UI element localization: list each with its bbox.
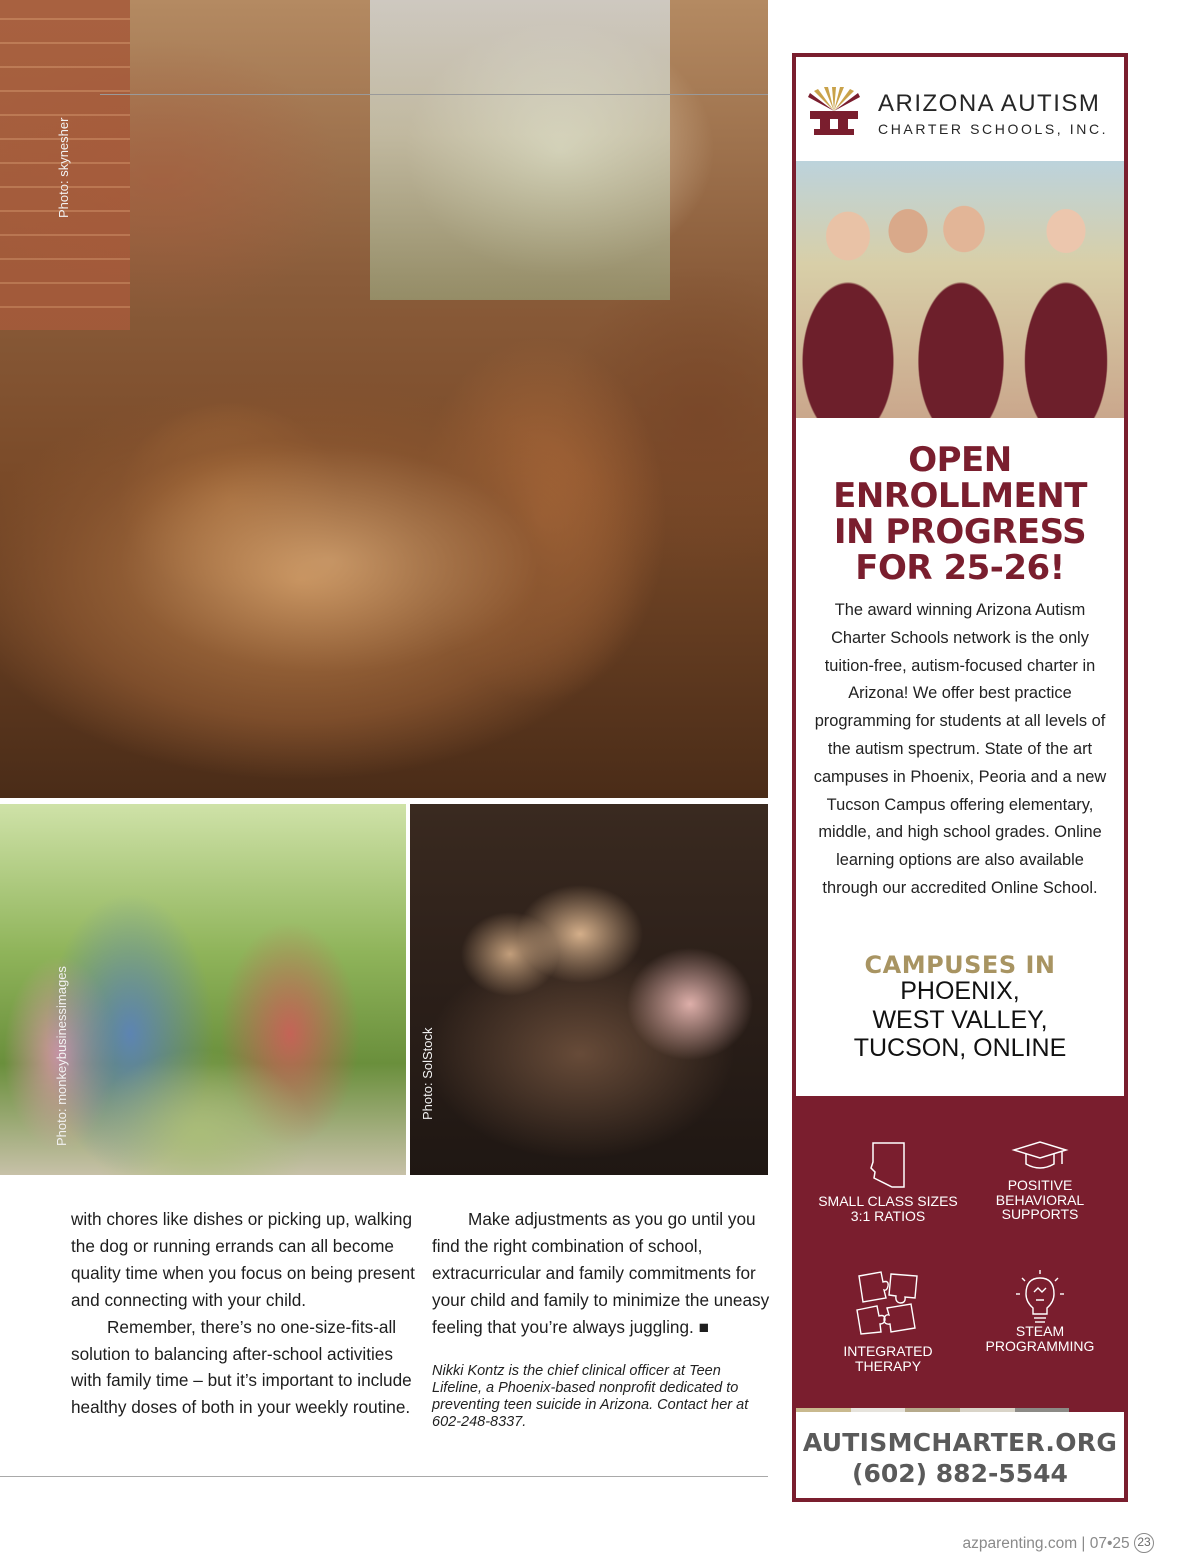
feature-label: INTEGRATED — [843, 1343, 933, 1359]
feature-behavioral — [966, 1140, 1114, 1222]
article-paragraph: with chores like dishes or picking up, walking the dog or running errands can all become quality time when you focus on being present and connecting with your child. — [71, 1209, 415, 1310]
arizona-map-icon — [868, 1140, 908, 1190]
author-bio: Nikki Kontz is the chief clinical officer at Teen Lifeline, a Phoenix-based nonprofit dedicated to preventing teen suicide in Arizona. Contact her at 602-248-8337. — [432, 1363, 749, 1430]
students-photo — [796, 161, 1124, 418]
feature-label: THERAPY — [854, 1357, 922, 1374]
ad-phone-number[interactable]: (602) 882-5544 — [852, 1459, 1068, 1488]
campus-list — [796, 977, 1124, 1063]
photo-credit-top: Photo: skynesher — [56, 117, 71, 218]
family-biking-photo — [0, 804, 406, 1175]
lightbulb-icon — [1008, 1268, 1072, 1328]
photo-rule — [100, 94, 768, 95]
color-stripe — [796, 1408, 1124, 1412]
campus-item: PHOENIX, — [900, 977, 1020, 1005]
puzzle-icon — [853, 1268, 923, 1338]
feature-label: STEAM — [1015, 1323, 1065, 1339]
page-number: 23 — [1134, 1533, 1154, 1553]
article-paragraph: Make adjustments as you go until you find the right combination of school, extracurricular and family commitments for your child and family to minimize the uneasy feeling that you’re always juggling. ■ — [432, 1209, 770, 1337]
family-dinner-photo — [0, 0, 768, 798]
photo-credit-blanket: Photo: SolStock — [420, 1027, 435, 1120]
headline-line: FOR 25-26! — [855, 548, 1065, 588]
headline-line: OPEN — [908, 440, 1012, 480]
headline-line: IN PROGRESS — [833, 512, 1087, 552]
photo-credit-bikes: Photo: monkeybusinessimages — [54, 966, 69, 1146]
page-footer — [963, 1535, 1156, 1553]
window-area — [370, 0, 670, 300]
feature-label: POSITIVE — [1007, 1177, 1073, 1193]
feature-label: BEHAVIORAL — [995, 1191, 1085, 1208]
article-paragraph: Remember, there’s no one-size-fits-all solution to balancing after-school activities with family time – but it’s important to include healthy doses of both in your weekly routine. — [71, 1316, 412, 1418]
logo-title: ARIZONA AUTISM — [878, 90, 1101, 117]
family-tablet-photo — [410, 804, 768, 1175]
dinner-table-area — [0, 380, 650, 798]
graduation-cap-icon — [1010, 1140, 1070, 1174]
feature-class-size — [814, 1140, 962, 1223]
footer-separator: | — [1081, 1535, 1090, 1552]
campus-item: TUCSON, ONLINE — [853, 1034, 1067, 1062]
feature-label: SUPPORTS — [1001, 1206, 1079, 1223]
feature-label: 3:1 RATIOS — [850, 1207, 926, 1224]
campuses-label: CAMPUSES IN — [864, 951, 1056, 979]
feature-steam — [966, 1268, 1114, 1353]
feature-label: SMALL CLASS SIZES — [818, 1193, 958, 1209]
campus-item: WEST VALLEY, — [872, 1005, 1048, 1034]
logo-subtitle: CHARTER SCHOOLS, INC. — [878, 121, 1109, 137]
headline-line: ENROLLMENT — [833, 476, 1087, 516]
features-band — [796, 1096, 1124, 1408]
footer-site: azparenting.com — [962, 1535, 1078, 1552]
sunburst-logo-icon — [806, 87, 862, 137]
article-column-left — [71, 1206, 416, 1421]
ad-headline — [796, 442, 1124, 586]
charter-school-ad[interactable] — [792, 53, 1128, 1502]
feature-label: PROGRAMMING — [985, 1337, 1095, 1354]
ad-website-link[interactable]: AUTISMCHARTER.ORG — [802, 1428, 1118, 1457]
feature-therapy — [814, 1268, 962, 1373]
article-column-right — [432, 1206, 772, 1341]
bottom-rule — [0, 1476, 768, 1477]
ad-body-text: The award winning Arizona Autism Charter Schools network is the only tuition-free, autism-focused charter in Arizona! We offer best practice programming for students at all levels of the autism spectrum. State of the art campuses in Phoenix, Peoria and a new Tucson Campus offering elementary, middle, and high school grades. Online learning options are also available through our accredited Online School. — [813, 601, 1107, 897]
footer-issue: 07•25 — [1089, 1535, 1130, 1552]
